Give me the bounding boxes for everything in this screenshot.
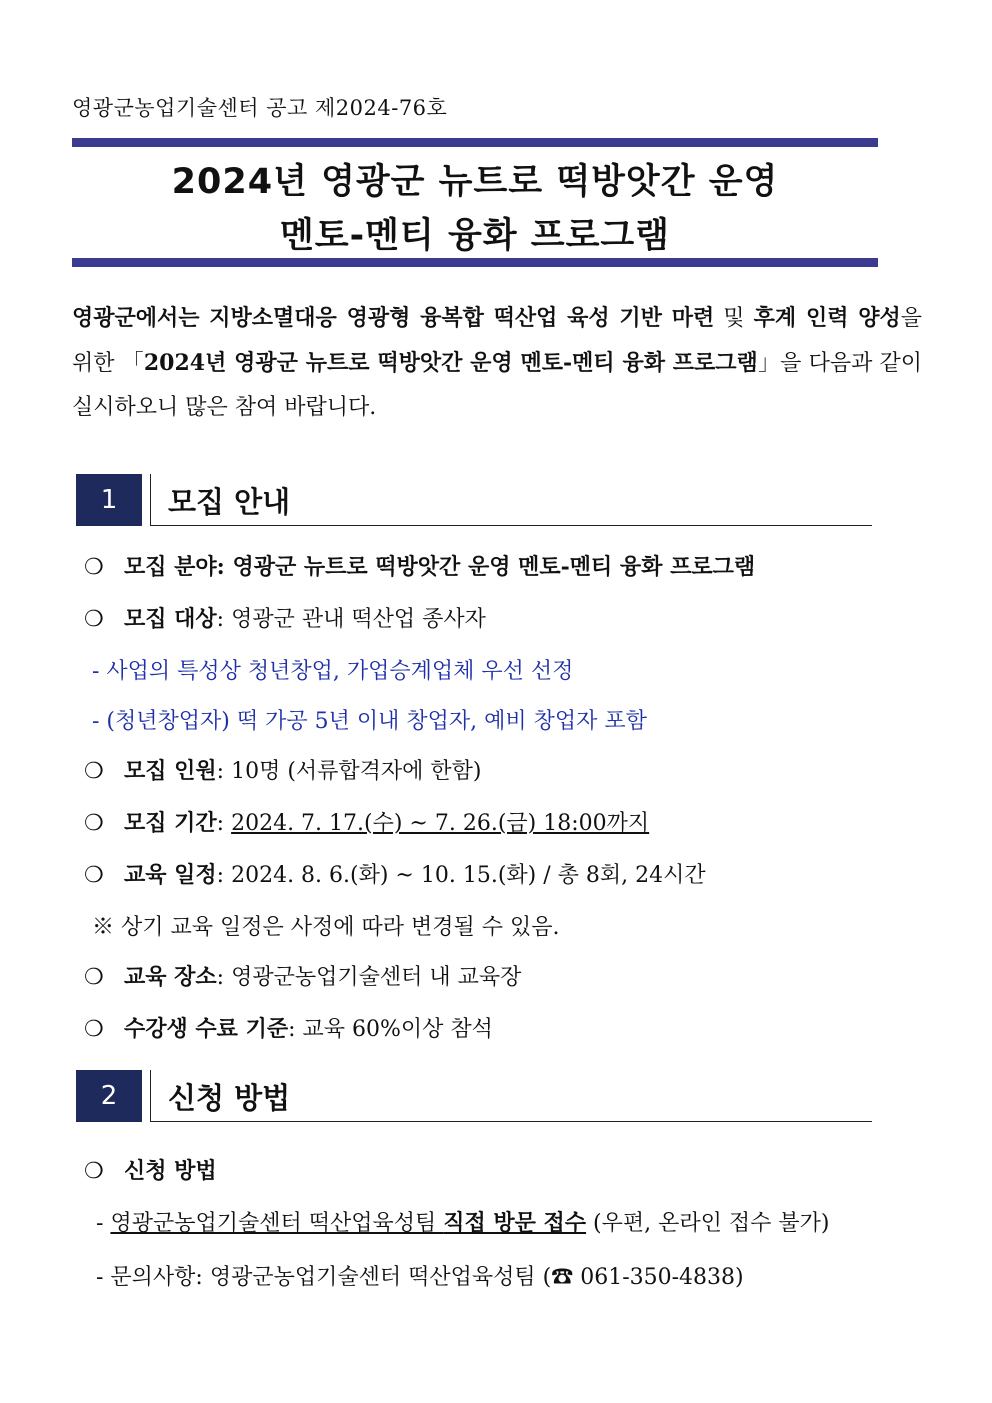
recruit-count-label: 모집 인원 [124,758,217,784]
intro-bold-5: 2024년 영광군 뉴트로 떡방앗간 운영 멘토-멘티 융화 프로그램 [143,350,758,376]
apply-method-detail [96,1206,829,1237]
recruit-period-value: 2024. 7. 17.(수) ~ 7. 26.(금) 18:00까지 [231,811,650,836]
recruit-field-value: : 영광군 뉴트로 떡방앗간 운영 멘토-멘티 융화 프로그램 [216,554,756,580]
completion-criteria-value: : 교육 60%이상 참석 [288,1017,493,1042]
contact-phone: 061-350-4838) [573,1265,744,1290]
apply-method-office: 영광군농업기술센터 떡산업육성팀 [110,1211,444,1236]
recruit-period-label: 모집 기간 [124,810,217,836]
apply-method-label: 신청 방법 [124,1158,217,1184]
intro-bold-3: 후계 인력 양성 [753,305,901,331]
education-place-row [84,960,521,991]
intro-text-4: 을 위한 「 [72,306,922,376]
apply-method-note: (우편, 온라인 접수 불가) [586,1211,830,1236]
title-bottom-rule [72,258,878,267]
circle-bullet-icon: ❍ [84,965,104,990]
section1-divider [150,474,151,526]
target-note-2: - (청년창업자) 떡 가공 5년 이내 창업자, 예비 창업자 포함 [92,709,647,734]
apply-method-dash: - [96,1211,111,1236]
document-title-line1: 2024년 영광군 뉴트로 떡방앗간 운영 [171,162,779,202]
recruit-target-row [84,602,486,633]
recruit-field-row [84,550,755,581]
intro-paragraph [72,296,922,430]
section1-header [76,474,872,526]
title-top-rule [72,138,878,147]
circle-bullet-icon: ❍ [84,555,104,580]
recruit-period-row [84,806,649,837]
target-note-1: - 사업의 특성상 청년창업, 가업승계업체 우선 선정 [92,659,574,684]
recruit-target-label: 모집 대상 [124,606,217,632]
intro-text-6: 」을 다음과 같이 실시하오니 많은 참여 바랍니다. [72,351,922,420]
section2-number: 2 [76,1070,142,1122]
section2-title: 신청 방법 [168,1081,291,1115]
section1-number: 1 [76,474,142,526]
section1-underline [150,525,872,526]
recruit-count-row [84,754,482,785]
education-schedule-label: 교육 일정 [124,862,217,888]
contact-text: - 문의사항: 영광군농업기술센터 떡산업육성팀 ( [96,1265,552,1290]
recruit-count-value: : 10명 (서류합격자에 한함) [216,759,482,784]
notice-number: 영광군농업기술센터 공고 제2024-76호 [72,96,448,120]
recruit-target-value: : 영광군 관내 떡산업 종사자 [216,607,486,632]
section2-divider [150,1070,151,1122]
circle-bullet-icon: ❍ [84,759,104,784]
circle-bullet-icon: ❍ [84,607,104,632]
education-schedule-value: : 2024. 8. 6.(화) ~ 10. 15.(화) / 총 8회, 24시간 [216,863,706,888]
education-place-label: 교육 장소 [124,964,217,990]
section2-underline [150,1121,872,1122]
completion-criteria-label: 수강생 수료 기준 [124,1016,289,1042]
circle-bullet-icon: ❍ [84,1159,104,1184]
apply-method-row [84,1154,217,1185]
circle-bullet-icon: ❍ [84,863,104,888]
apply-method-visit: 직접 방문 접수 [443,1210,587,1236]
section1-title: 모집 안내 [168,485,291,519]
circle-bullet-icon: ❍ [84,1017,104,1042]
document-title-line2: 멘토-멘티 융화 프로그램 [280,216,670,256]
phone-icon: ☎ [551,1265,574,1290]
schedule-note: ※ 상기 교육 일정은 사정에 따라 변경될 수 있음. [92,915,560,940]
recruit-field-label: 모집 분야 [124,554,217,580]
intro-text-2: 및 [714,306,754,331]
education-schedule-row [84,858,706,889]
education-place-value: : 영광군농업기술센터 내 교육장 [216,965,522,990]
intro-bold-1: 영광군에서는 지방소멸대응 영광형 융복합 떡산업 육성 기반 마련 [72,305,715,331]
recruit-period-sep: : [216,811,232,836]
section2-header [76,1070,872,1122]
circle-bullet-icon: ❍ [84,811,104,836]
completion-criteria-row [84,1012,493,1043]
contact-line [96,1260,744,1291]
